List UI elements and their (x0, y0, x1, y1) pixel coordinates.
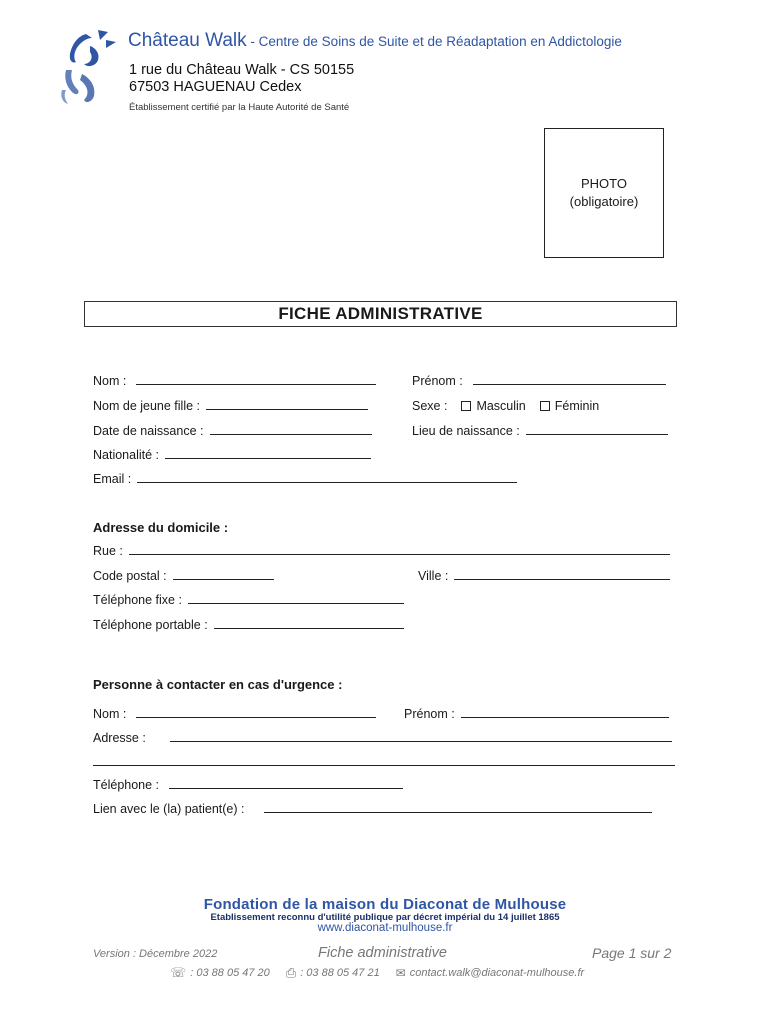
urgence-telephone-field[interactable]: Téléphone : (93, 778, 403, 792)
code-postal-input-line[interactable] (173, 569, 274, 580)
nationalite-field[interactable]: Nationalité : (93, 448, 371, 462)
address-line-2: 67503 HAGUENAU Cedex (129, 79, 302, 95)
foundation-url[interactable]: www.diaconat-mulhouse.fr (317, 922, 453, 934)
footer-doc-title: Fiche administrative (318, 945, 447, 961)
prenom-input-line[interactable] (473, 374, 666, 385)
nom-input-line[interactable] (136, 374, 376, 385)
masculin-checkbox[interactable] (461, 401, 471, 411)
urgence-nom-field[interactable]: Nom : (93, 707, 376, 721)
brand-subtitle: - Centre de Soins de Suite et de Réadaptation en Addictologie (246, 34, 622, 49)
feminin-checkbox[interactable] (540, 401, 550, 411)
feminin-label: Féminin (554, 399, 600, 413)
address-line-1: 1 rue du Château Walk - CS 50155 (129, 62, 355, 78)
nom-jeune-fille-input-line[interactable] (206, 399, 368, 410)
chateau-walk-logo (56, 26, 118, 106)
date-naissance-field[interactable]: Date de naissance : (93, 424, 372, 438)
urgence-prenom-input-line[interactable] (461, 707, 669, 718)
photo-label: PHOTO (581, 176, 627, 191)
ville-field[interactable]: Ville : (418, 569, 670, 583)
masculin-label: Masculin (476, 399, 526, 413)
ville-input-line[interactable] (454, 569, 670, 580)
page-title: FICHE ADMINISTRATIVE (84, 301, 677, 327)
domicile-heading: Adresse du domicile : (93, 520, 229, 535)
urgence-nom-input-line[interactable] (136, 707, 376, 718)
phone-icon: ☏ (170, 965, 187, 980)
rue-field[interactable]: Rue : (93, 544, 670, 558)
footer-email[interactable]: contact.walk@diaconat-mulhouse.fr (409, 967, 585, 979)
urgence-heading: Personne à contacter en cas d'urgence : (93, 677, 343, 692)
code-postal-field[interactable]: Code postal : (93, 569, 274, 583)
rue-input-line[interactable] (129, 544, 670, 555)
foundation-title: Fondation de la maison du Diaconat de Mulhouse (203, 896, 567, 913)
footer-phone: : 03 88 05 47 20 (190, 967, 270, 979)
footer-fax: : 03 88 05 47 21 (300, 967, 380, 979)
lieu-naissance-field[interactable]: Lieu de naissance : (412, 424, 668, 438)
urgence-prenom-field[interactable]: Prénom : (404, 707, 669, 721)
tel-portable-input-line[interactable] (214, 618, 404, 629)
email-field[interactable]: Email : (93, 472, 517, 486)
nom-jeune-fille-field[interactable]: Nom de jeune fille : (93, 399, 368, 413)
email-input-line[interactable] (137, 472, 517, 483)
prenom-field[interactable]: Prénom : (412, 374, 666, 388)
nom-field[interactable]: Nom : (93, 374, 376, 388)
footer-contacts (170, 965, 584, 981)
urgence-lien-field[interactable]: Lien avec le (la) patient(e) : (93, 802, 652, 816)
sexe-field: Sexe : Masculin Féminin (412, 399, 600, 413)
fax-icon: ⎙ (285, 965, 297, 980)
footer-page-number: Page 1 sur 2 (592, 945, 672, 961)
urgence-adresse-input-line-2[interactable] (93, 755, 675, 766)
certification-text: Établissement certifié par la Haute Autorité de Santé (129, 102, 350, 113)
urgence-adresse-input-line[interactable] (170, 731, 672, 742)
foundation-subtitle: Etablissement reconnu d'utilité publique par décret impérial du 14 juillet 1865 (210, 912, 560, 923)
lieu-naissance-input-line[interactable] (526, 424, 668, 435)
brand-name: Château Walk (128, 30, 247, 51)
photo-required-label: (obligatoire) (569, 194, 639, 209)
brand-header (128, 30, 622, 52)
tel-fixe-field[interactable]: Téléphone fixe : (93, 593, 404, 607)
photo-placeholder[interactable] (544, 128, 664, 258)
urgence-lien-input-line[interactable] (264, 802, 652, 813)
footer-version: Version : Décembre 2022 (93, 948, 218, 960)
email-icon: ✉ (395, 966, 406, 980)
urgence-adresse-field[interactable]: Adresse : (93, 731, 672, 745)
nationalite-input-line[interactable] (165, 448, 371, 459)
date-naissance-input-line[interactable] (210, 424, 372, 435)
urgence-adresse-line-2[interactable] (93, 755, 675, 766)
tel-fixe-input-line[interactable] (188, 593, 404, 604)
urgence-telephone-input-line[interactable] (169, 778, 403, 789)
tel-portable-field[interactable]: Téléphone portable : (93, 618, 404, 632)
